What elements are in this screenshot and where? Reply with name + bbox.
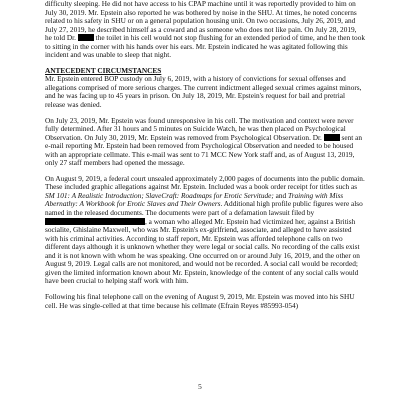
paragraph-sleep [45,0,365,60]
text-span: On August 9, 2019, a federal court unsealed approximately 2,000 pages of documents into the public domain. These included graphic allegations against Mr. Epstein. Included was a book order receipt for titles such as [45,173,365,192]
document-page [45,0,365,310]
text-span: the toilet in his cell would not stop flushing for an extended period of time, and he then took to sitting in the corner with his hands over his ears. Mr. Epstein indicated he was agitated following this incident and was unable to sleep that night. [45,33,365,60]
redaction-box [78,34,94,41]
page-number: 5 [198,382,202,391]
section-heading: ANTECEDENT CIRCUMSTANCES [45,65,162,75]
book-title: SM 101: A Realistic Introduction; SlaveCraft: Roadmaps for Erotic Servitude; [45,190,274,200]
paragraph-custody: Mr. Epstein entered BOP custody on July 6, 2019, with a history of convictions for sexual offenses and allegations comprised of more serious charges. The current indictment alleged sexual crimes against minors, and he was facing up to 45 years in prison. On July 18, 2019, Mr. Epstein's request for bail and pretrial release was denied. [45,74,362,110]
paragraph-unresponsive [45,117,365,168]
text-span: . Additional high profile public figures were also named in the released documents. The documents were part of a defamation lawsuit filed by [45,199,363,218]
redaction-box [45,218,145,225]
redaction-box [324,134,340,141]
book-title: Training with Miss Abernathy: A Workbook for Erotic Slaves and Their Owners [45,190,344,209]
text-span: sent an e-mail reporting Mr. Epstein had been removed from Psychological Observation and needed to be housed with an appropriate cellmate. This e-mail was sent to 71 MCC New York staff and, as of August 13, 2019, only 27 staff members had opened the message. [45,132,362,168]
text-span: On July 23, 2019, Mr. Epstein was found unresponsive in his cell. The motivation and context were never fully determined. After 31 hours and 5 minutes on Suicide Watch, he was then placed on Psychological Observation. On July 30, 2019, Mr. Epstein was removed from Psychological Observation. Dr. [45,115,354,142]
paragraph-final-call: Following his final telephone call on the evening of August 9, 2019, Mr. Epstein was moved into his SHU cell. He was single-celled at that time because his cellmate (Efrain Reyes #85993-054) [45,291,355,310]
text-span: and [273,190,288,200]
text-span: difficulty sleeping. He did not have access to his CPAP machine until it was reportedly provided to him on July 30, 2019. Mr. Epstein also reported he was bothered by noise in the SHU. At times, he noted concerns related to his safety in SHU or on a general population housing unit. On two occasions, July 26, 2019, and July 27, 2019, he described himself as a coward and as someone who does not like pain. On July 28, 2019, he told Dr. [45,0,357,43]
paragraph-unsealed [45,175,365,286]
text-span: , a woman who alleged Mr. Epstein had victimized her, against a British socialite, Ghislaine Maxwell, who was Mr. Epstein's ex-girlfriend, associate, and alleged to have assisted with his criminal activities. According to staff report, Mr. Epstein was afforded telephone calls on two different days although it is unknown whether they were legal or social calls. No recording of the calls exist and it is not known with whom he was speaking. One occurred on or around July 16, 2019, and the other on August 9, 2019. Legal calls are not monitored, and would not be recorded. A social call would be recorded; given the limited information known about Mr. Epstein, knowledge of the content of any social calls would have been crucial to helping staff work with him. [45,216,360,286]
